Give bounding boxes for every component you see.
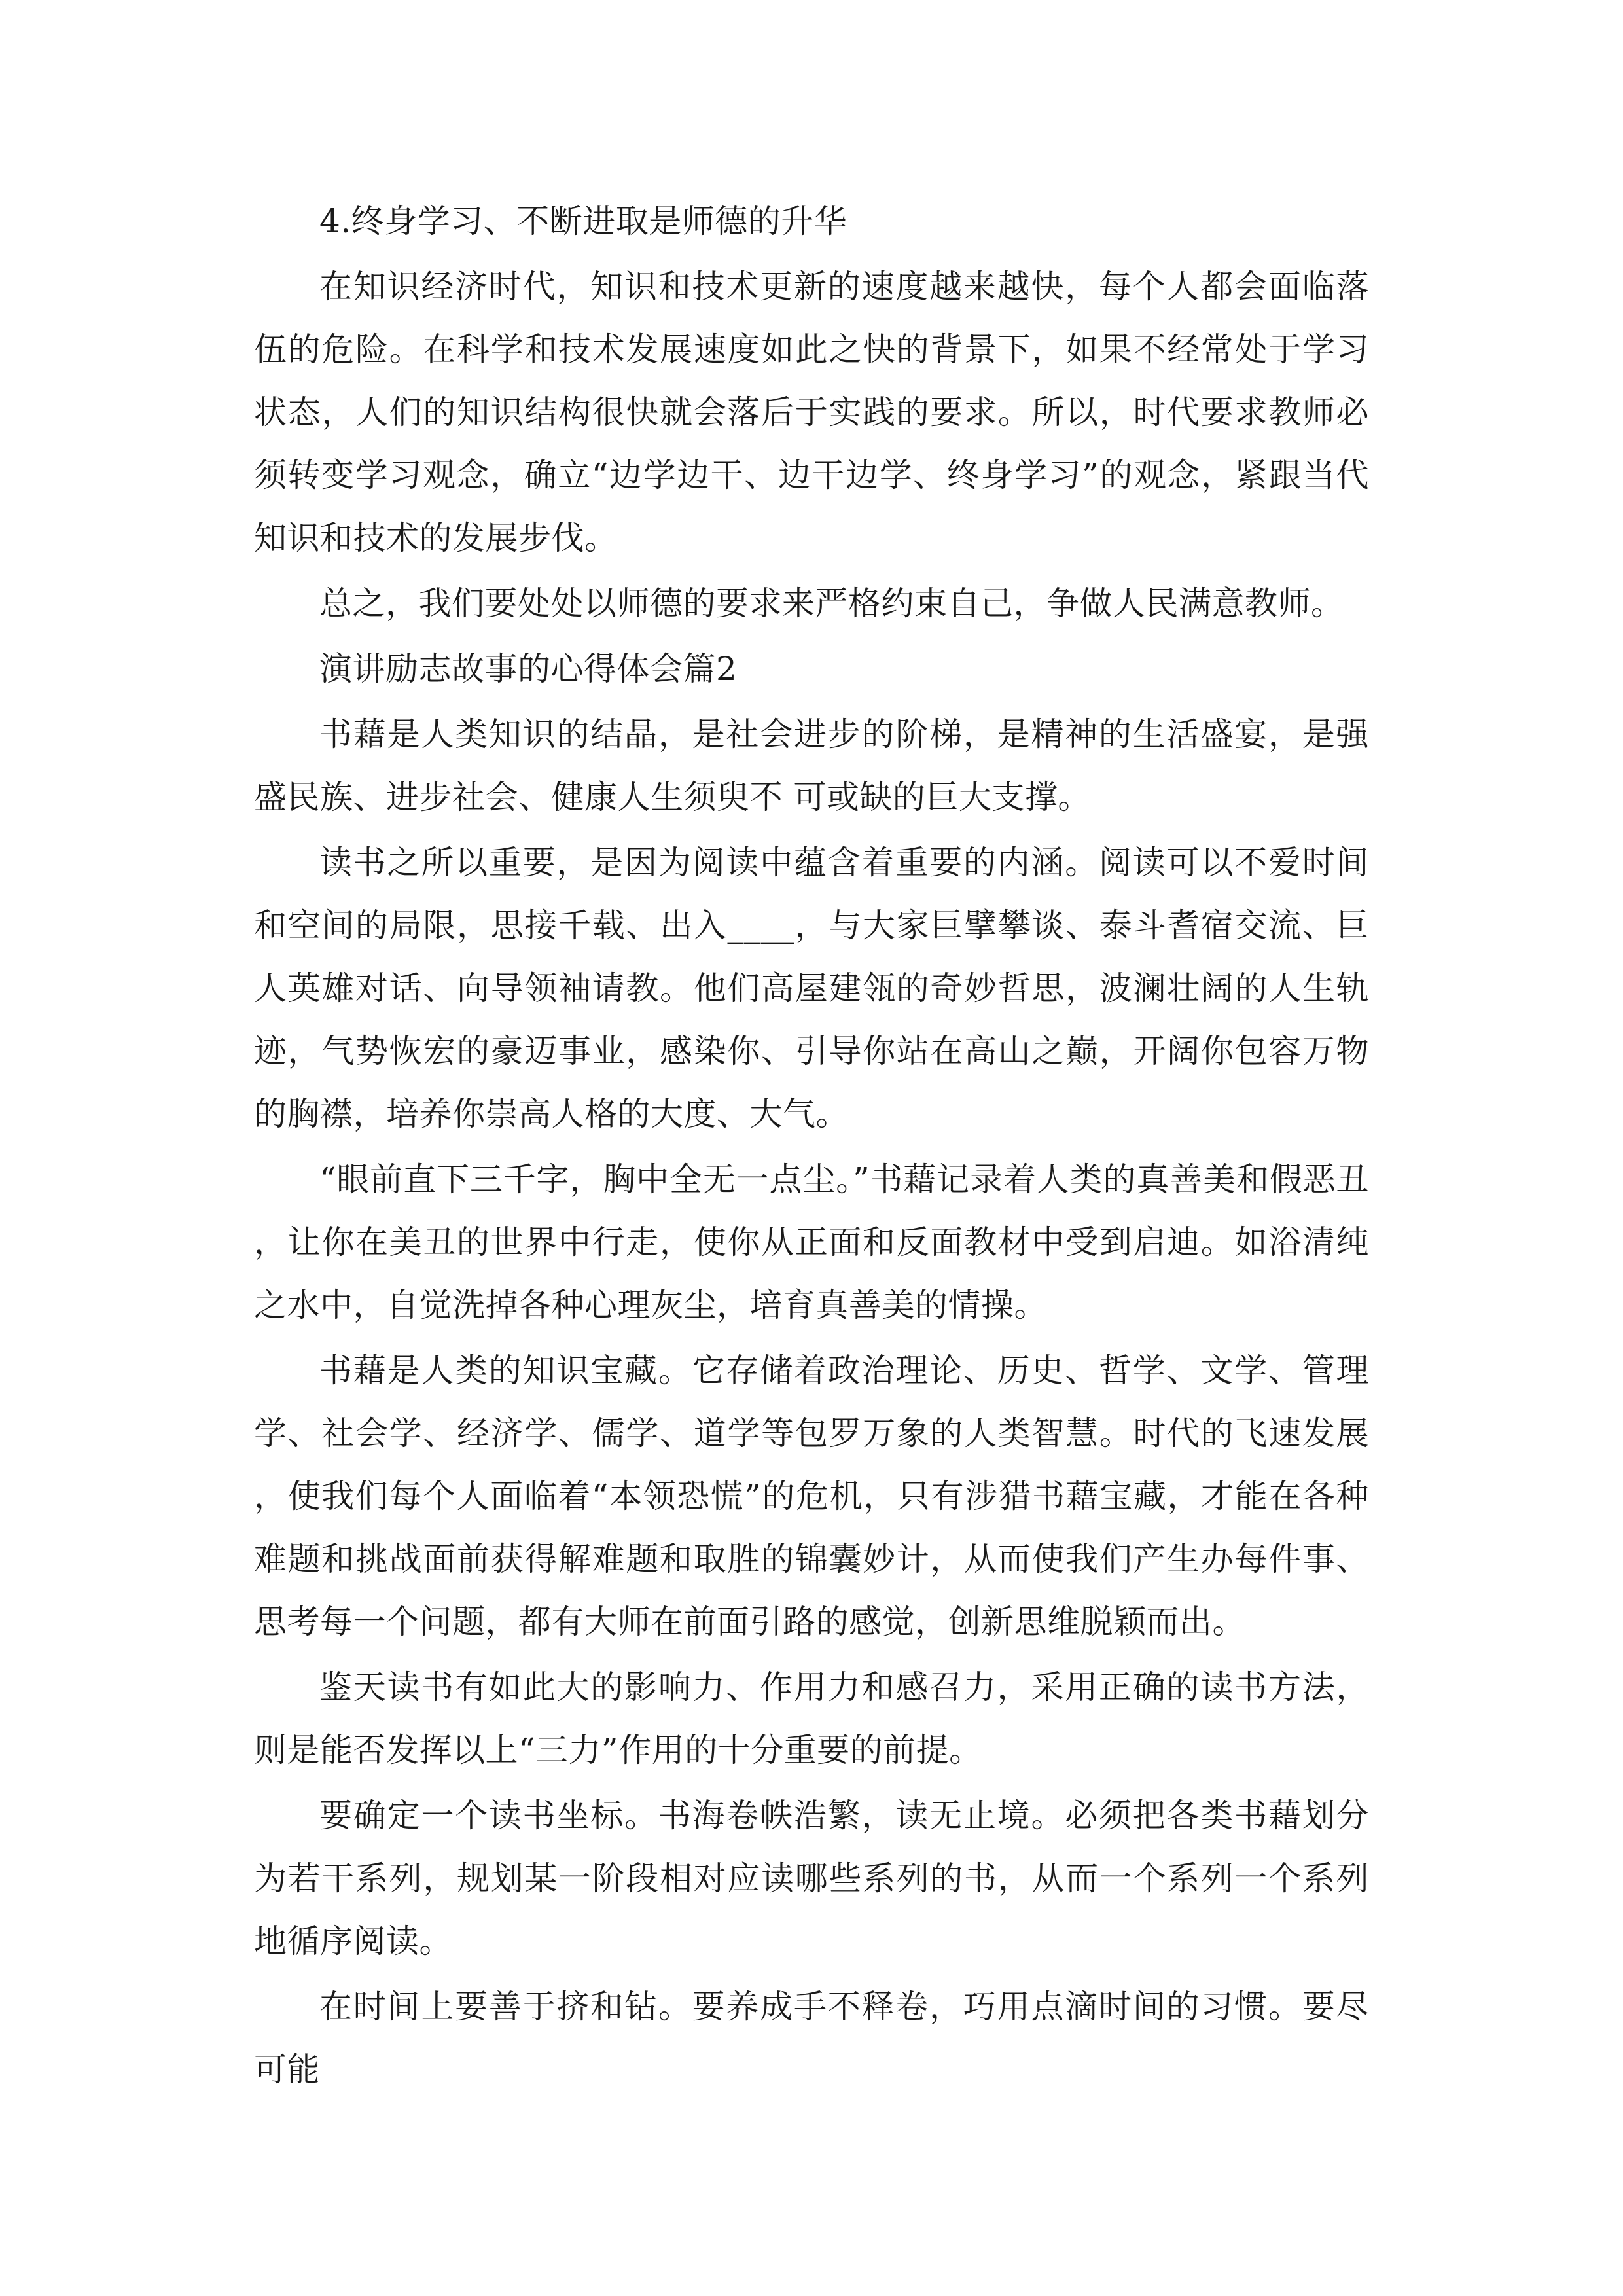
- paragraph: 在知识经济时代，知识和技术更新的速度越来越快，每个人都会面临落伍的危险。在科学和技术发展速度如此之快的背景下，如果不经常处于学习状态，人们的知识结构很快就会落后于实践的要求。所以，时代要求教师必须转变学习观念，确立“边学边干、边干边学、终身学习”的观念，紧跟当代知识和技术的发展步伐。: [254, 268, 1369, 557]
- paragraph: 要确定一个读书坐标。书海卷帙浩繁，读无止境。必须把各类书藉划分为若干系列，规划某一阶段相对应读哪些系列的书，从而一个系列一个系列地循序阅读。: [254, 1797, 1369, 1960]
- paragraph: “眼前直下三千字，胸中全无一点尘。”书藉记录着人类的真善美和假恶丑，让你在美丑的世界中行走，使你从正面和反面教材中受到启迪。如浴清纯之水中，自觉洗掉各种心理灰尘，培育真善美的情操。: [254, 1160, 1369, 1324]
- section-title: 演讲励志故事的心得体会篇2: [319, 650, 738, 688]
- paragraph: 总之，我们要处处以师德的要求来严格约束自己，争做人民满意教师。: [319, 584, 1344, 622]
- paragraph: 书藉是人类的知识宝藏。它存储着政治理论、历史、哲学、文学、管理学、社会学、经济学、儒学、道学等包罗万象的人类智慧。时代的飞速发展，使我们每个人面临着“本领恐慌”的危机，只有涉猎书藉宝藏，才能在各种难题和挑战面前获得解难题和取胜的锦囊妙计，从而使我们产生办每件事、思考每一个问题，都有大师在前面引路的感觉，创新思维脱颖而出。: [254, 1352, 1369, 1641]
- document-body: [254, 190, 1369, 2101]
- heading-lifelong-learning: 4.终身学习、不断进取是师德的升华: [319, 202, 847, 240]
- paragraph: 鉴天读书有如此大的影响力、作用力和感召力，采用正确的读书方法，则是能否发挥以上“三力”作用的十分重要的前提。: [254, 1668, 1369, 1769]
- paragraph: 书藉是人类知识的结晶，是社会进步的阶梯，是精神的生活盛宴，是强盛民族、进步社会、健康人生须臾不 可或缺的巨大支撑。: [254, 715, 1369, 816]
- paragraph: 在时间上要善于挤和钻。要养成手不释卷，巧用点滴时间的习惯。要尽可能: [254, 1988, 1369, 2089]
- paragraph: 读书之所以重要，是因为阅读中蕴含着重要的内涵。阅读可以不爱时间和空间的局限，思接千载、出入____，与大家巨擘攀谈、泰斗耆宿交流、巨人英雄对话、向导领袖请教。他们高屋建瓴的奇妙哲思，波澜壮阔的人生轨迹，气势恢宏的豪迈事业，感染你、引导你站在高山之巅，开阔你包容万物的胸襟，培养你崇高人格的大度、大气。: [254, 844, 1369, 1133]
